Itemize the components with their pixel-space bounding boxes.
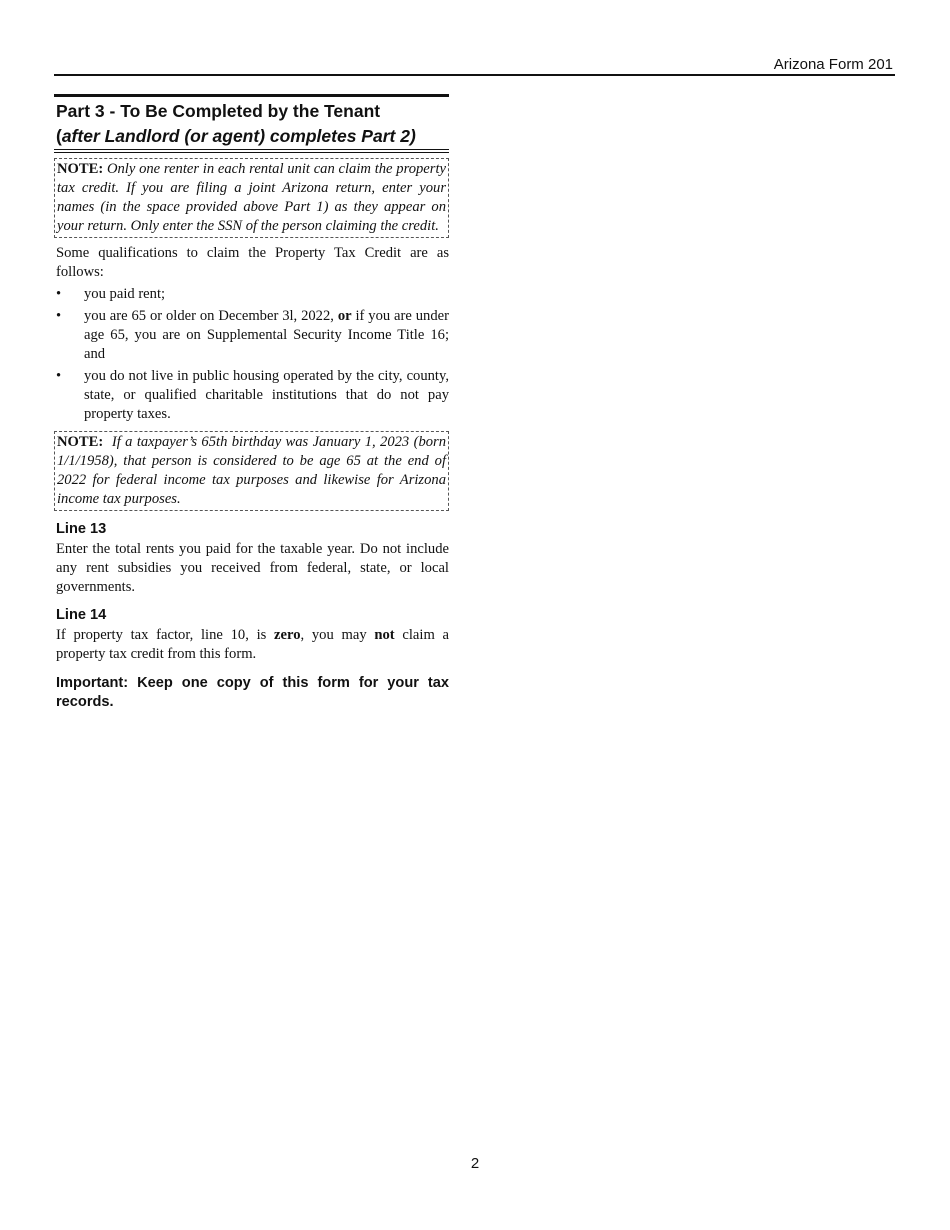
- line13-heading: Line 13: [56, 521, 107, 537]
- form-title: Arizona Form 201: [773, 56, 893, 73]
- note-label: NOTE:: [57, 161, 104, 177]
- list-item-bold: or: [337, 308, 352, 324]
- list-item-text: you do not live in public housing operated by the city, county, state, or qualified charitable institutions that do not pay property taxes.: [84, 368, 449, 422]
- heading-italic-text: after Landlord (or agent) completes Part 2): [61, 126, 416, 146]
- line14-part: , you may: [300, 627, 367, 643]
- note-one-renter: [54, 158, 449, 238]
- instructions-column: [54, 94, 449, 712]
- line14-part: claim a property tax credit from this form.: [56, 627, 449, 662]
- header-rule: [54, 74, 895, 76]
- qualifications-list: [54, 285, 449, 424]
- list-item: [54, 307, 449, 364]
- list-item: [54, 367, 449, 424]
- list-item: [54, 285, 449, 304]
- line14-bold: zero: [274, 627, 301, 643]
- line14-part: If property tax factor, line 10, is: [56, 627, 267, 643]
- line14-bold: not: [374, 627, 395, 643]
- note-text: Only one renter in each rental unit can claim the property tax credit. If you are filing a joint Arizona return, enter your names (in the space provided above Part 1) as they appear on your return. Only enter the SSN of the person claiming the credit.: [57, 161, 446, 234]
- qualifications-intro: Some qualifications to claim the Property Tax Credit are as follows:: [56, 245, 449, 280]
- part3-heading: [54, 94, 449, 150]
- list-item-text: you are 65 or older on December 3l, 2022,: [84, 308, 334, 324]
- bullet-icon: •: [56, 286, 62, 302]
- heading-paren: (: [56, 126, 62, 146]
- list-item-text: if you are under age 65, you are on Supplemental Security Income Title 16; and: [84, 308, 449, 362]
- line13-text: Enter the total rents you paid for the taxable year. Do not include any rent subsidies you received from federal, state, or local governments.: [56, 541, 449, 595]
- bullet-icon: •: [56, 308, 62, 324]
- line14-text: [54, 626, 449, 664]
- note-label: NOTE:: [57, 434, 104, 450]
- bullet-icon: •: [56, 368, 62, 384]
- note-text: If a taxpayer’s 65th birthday was January 1, 2023 (born 1/1/1958), that person is considered to be age 65 at the end of 2022 for federal income tax purposes and likewise for Arizona income tax purposes.: [57, 434, 447, 507]
- page-number: 2: [470, 1155, 480, 1172]
- important-notice: Important: Keep one copy of this form for your tax records.: [56, 675, 449, 710]
- part3-heading-line1: Part 3 - To Be Completed by the Tenant: [56, 101, 381, 121]
- line14-heading: Line 14: [56, 607, 107, 623]
- list-item-text: you paid rent;: [84, 286, 166, 302]
- part3-heading-line2: [56, 124, 449, 149]
- note-age-65: [54, 431, 449, 511]
